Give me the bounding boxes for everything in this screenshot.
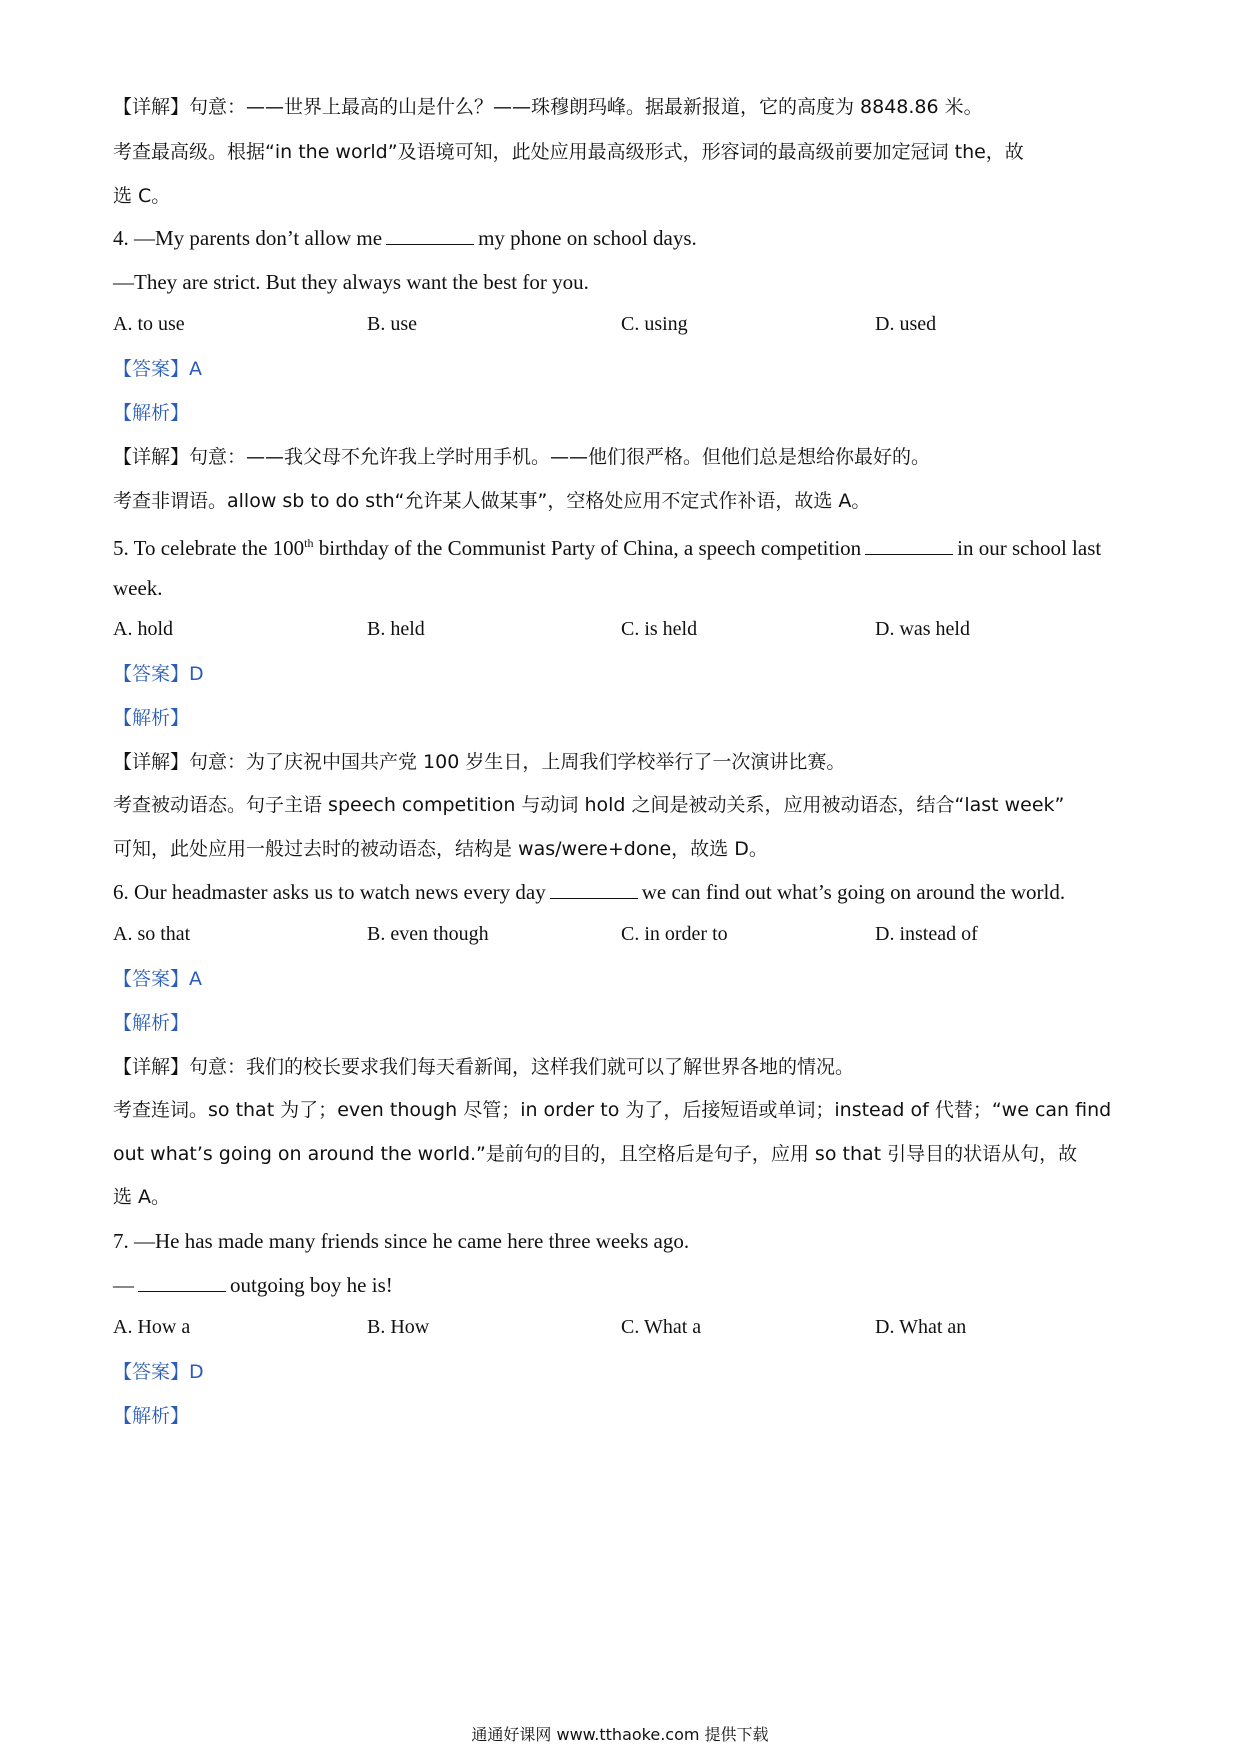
q7-option-a: A. How a (113, 1316, 191, 1338)
q4-stem (113, 225, 1133, 251)
q7-answer (113, 1359, 1133, 1385)
q7-jiexi: 【解析】 (113, 1405, 190, 1427)
q4-stem-after-blank: my phone on school days. (478, 226, 697, 250)
q4-answer-text: 【答案】A (113, 358, 202, 380)
q3-analysis-line-1: 考查最高级。根据“in the world”及语境可知，此处应用最高级形式，形容词的最高级前要加定冠词 the，故 (113, 141, 1024, 163)
q3-detail: 【详解】句意：——世界上最高的山是什么？——珠穆朗玛峰。据最新报道，它的高度为 8848.86 米。 (113, 96, 983, 118)
q4-options (113, 313, 1133, 341)
q3-analysis-line-2: 选 C。 (113, 185, 171, 207)
q5-option-d: D. was held (875, 618, 970, 640)
q5-option-b: B. held (367, 618, 425, 640)
q5-answer-text: 【答案】D (113, 663, 204, 685)
q6-stem-before-blank: 6. Our headmaster asks us to watch news every day (113, 880, 546, 904)
q6-stem (113, 879, 1133, 905)
q6-answer-blank (550, 880, 638, 899)
q4-answer-blank (386, 226, 474, 245)
q5-answer-blank (865, 536, 953, 555)
q4-detail: 【详解】句意：——我父母不允许我上学时用手机。——他们很严格。但他们总是想给你最好的。 (113, 446, 931, 468)
q6-option-c: C. in order to (621, 923, 728, 945)
q6-options (113, 923, 1133, 951)
q6-answer (113, 966, 1133, 992)
q5-stem-sup: th (304, 536, 314, 550)
q6-jiexi: 【解析】 (113, 1012, 190, 1034)
q7-option-b: B. How (367, 1316, 430, 1338)
q5-options (113, 618, 1133, 646)
q7-answer-text: 【答案】D (113, 1361, 204, 1383)
page-footer: 通通好课网 www.tthaoke.com 提供下载 (471, 1725, 769, 1744)
q4-option-a: A. to use (113, 313, 185, 335)
q4-reply: —They are strict. But they always want the best for you. (113, 270, 589, 294)
q5-stem-after-blank: in our school last (957, 536, 1102, 560)
q7-reply-dash: — (113, 1273, 134, 1297)
q4-option-b: B. use (367, 313, 417, 335)
q5-analysis-line-1: 考查被动语态。句子主语 speech competition 与动词 hold 之间是被动关系，应用被动语态，结合“last week” (113, 794, 1065, 816)
q7-option-c: C. What a (621, 1316, 702, 1338)
q5-stem-line-2: week. (113, 576, 163, 600)
q5-analysis-line-2: 可知，此处应用一般过去时的被动语态，结构是 was/were+done，故选 D。 (113, 838, 768, 860)
q7-option-d: D. What an (875, 1316, 967, 1338)
q6-option-b: B. even though (367, 923, 489, 945)
q4-analysis: 考查非谓语。allow sb to do sth“允许某人做某事”，空格处应用不定式作补语，故选 A。 (113, 490, 871, 512)
q5-jiexi: 【解析】 (113, 707, 190, 729)
q5-detail: 【详解】句意：为了庆祝中国共产党 100 岁生日，上周我们学校举行了一次演讲比赛。 (113, 751, 846, 773)
q6-answer-text: 【答案】A (113, 968, 202, 990)
q6-detail: 【详解】句意：我们的校长要求我们每天看新闻，这样我们就可以了解世界各地的情况。 (113, 1056, 855, 1078)
q7-answer-blank (138, 1273, 226, 1292)
q5-option-a: A. hold (113, 618, 173, 640)
q7-reply (113, 1272, 1133, 1298)
q7-options (113, 1316, 1133, 1344)
q5-answer (113, 661, 1133, 687)
q4-jiexi: 【解析】 (113, 402, 190, 424)
q5-option-c: C. is held (621, 618, 698, 640)
q6-analysis-line-2: out what’s going on around the world.”是前句的目的，且空格后是句子，应用 so that 引导目的状语从句，故 (113, 1143, 1078, 1165)
q6-stem-after-blank: we can find out what’s going on around the world. (641, 880, 1066, 904)
q4-stem-before-blank: 4. —My parents don’t allow me (113, 226, 383, 250)
q6-option-d: D. instead of (875, 923, 978, 945)
q5-stem-mid: birthday of the Communist Party of China, a speech competition (318, 536, 862, 560)
q4-option-d: D. used (875, 313, 937, 335)
q6-option-a: A. so that (113, 923, 191, 945)
q7-stem: 7. —He has made many friends since he came here three weeks ago. (113, 1229, 690, 1253)
q6-analysis-line-1: 考查连词。so that 为了；even though 尽管；in order to 为了，后接短语或单词；instead of 代替；“we can find (113, 1099, 1112, 1121)
q4-answer (113, 356, 1133, 382)
q5-stem-before-sup: 5. To celebrate the 100 (113, 536, 305, 560)
q7-reply-after-blank: outgoing boy he is! (230, 1273, 393, 1297)
q4-option-c: C. using (621, 313, 688, 335)
q5-stem-line-1 (113, 530, 1133, 561)
q6-analysis-line-3: 选 A。 (113, 1186, 171, 1208)
